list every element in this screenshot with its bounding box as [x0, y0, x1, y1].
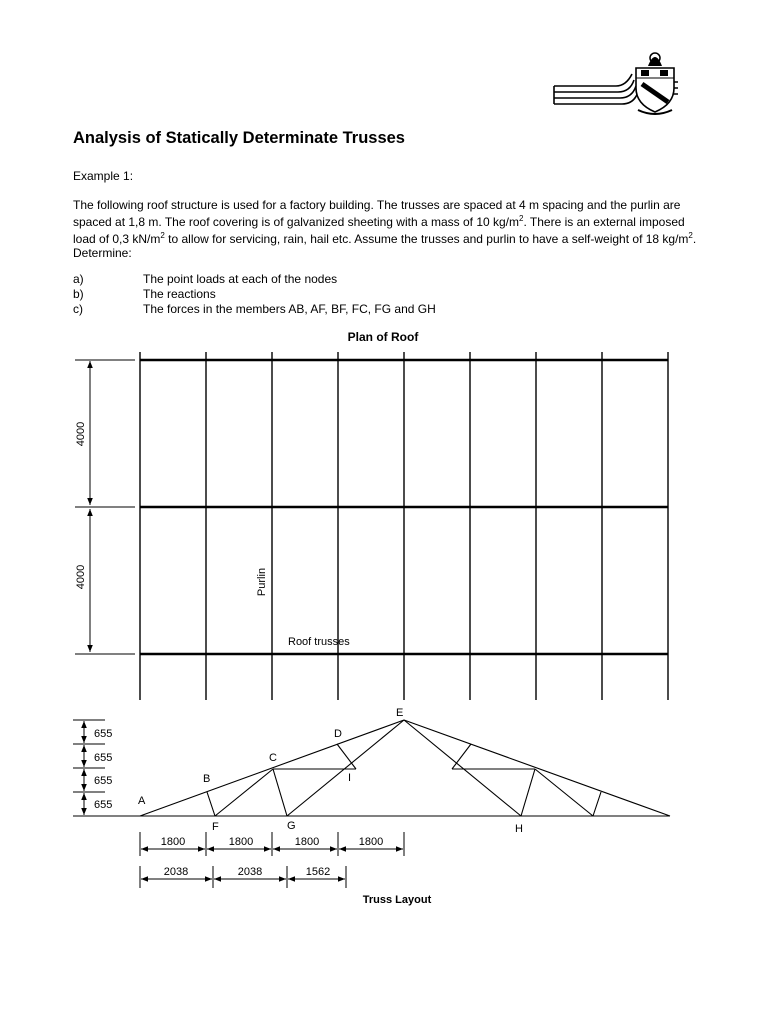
height-dim-3: 655: [94, 775, 113, 787]
plan-title: Plan of Roof: [347, 330, 419, 344]
node-label-d: D: [334, 728, 342, 740]
height-dim-2: 655: [94, 752, 113, 764]
node-label-c: C: [269, 752, 277, 764]
list-text: The reactions: [143, 287, 216, 301]
list-marker: c): [73, 302, 83, 316]
list-text: The forces in the members AB, AF, BF, FC, FG and GH: [143, 302, 436, 316]
plan-dim-bottom: 4000: [75, 564, 87, 590]
node-label-h: H: [515, 823, 523, 835]
lower-dim-1: 2038: [163, 866, 189, 878]
superscript-3: 2: [688, 231, 693, 240]
height-dim-1: 655: [94, 728, 113, 740]
plan-of-roof: [75, 330, 668, 700]
lower-dim-3: 1562: [305, 866, 331, 878]
truss-members: [140, 720, 670, 816]
list-marker: b): [73, 287, 84, 301]
truss-caption: Truss Layout: [362, 894, 432, 906]
intro-part-4: . Determine:: [73, 232, 697, 260]
bottom-dim-3: 1800: [294, 836, 320, 848]
bottom-dim-1: 1800: [160, 836, 186, 848]
superscript-1: 2: [519, 214, 524, 223]
plan-grid-verticals: [140, 352, 668, 700]
node-label-f: F: [212, 821, 219, 833]
node-label-i: I: [348, 772, 352, 784]
example-label: Example 1:: [73, 169, 134, 183]
list-marker: a): [73, 272, 84, 286]
plan-dimension: [75, 360, 135, 654]
intro-part-2: . There is an external imposed load of 0,3 kN/m: [73, 215, 685, 246]
lower-dim-2: 2038: [237, 866, 263, 878]
superscript-2: 2: [160, 231, 165, 240]
roof-trusses-label: Roof trusses: [288, 636, 350, 648]
list-text: The point loads at each of the nodes: [143, 272, 338, 286]
bottom-dim-2: 1800: [228, 836, 254, 848]
node-label-g: G: [287, 820, 296, 832]
node-label-e: E: [396, 707, 404, 719]
page-title: Analysis of Statically Determinate Trusses: [73, 129, 405, 147]
plan-dim-top: 4000: [75, 421, 87, 447]
truss-layout: [73, 707, 670, 906]
height-dim-4: 655: [94, 799, 113, 811]
node-label-a: A: [138, 795, 146, 807]
purlin-label: Purlin: [256, 567, 268, 597]
intro-part-3: to allow for servicing, rain, hail etc. Assume the trusses and purlin to have a self-weight of 18 kg/m: [164, 232, 689, 246]
intro-part-1: The following roof structure is used for a factory building. The trusses are spaced at 4 m spacing and the purlin are spaced at 1,8 m. The roof covering is of galvanized sheeting with a mass of 10 kg/m: [73, 198, 681, 229]
node-label-b: B: [203, 773, 211, 785]
bottom-dim-4: 1800: [358, 836, 384, 848]
